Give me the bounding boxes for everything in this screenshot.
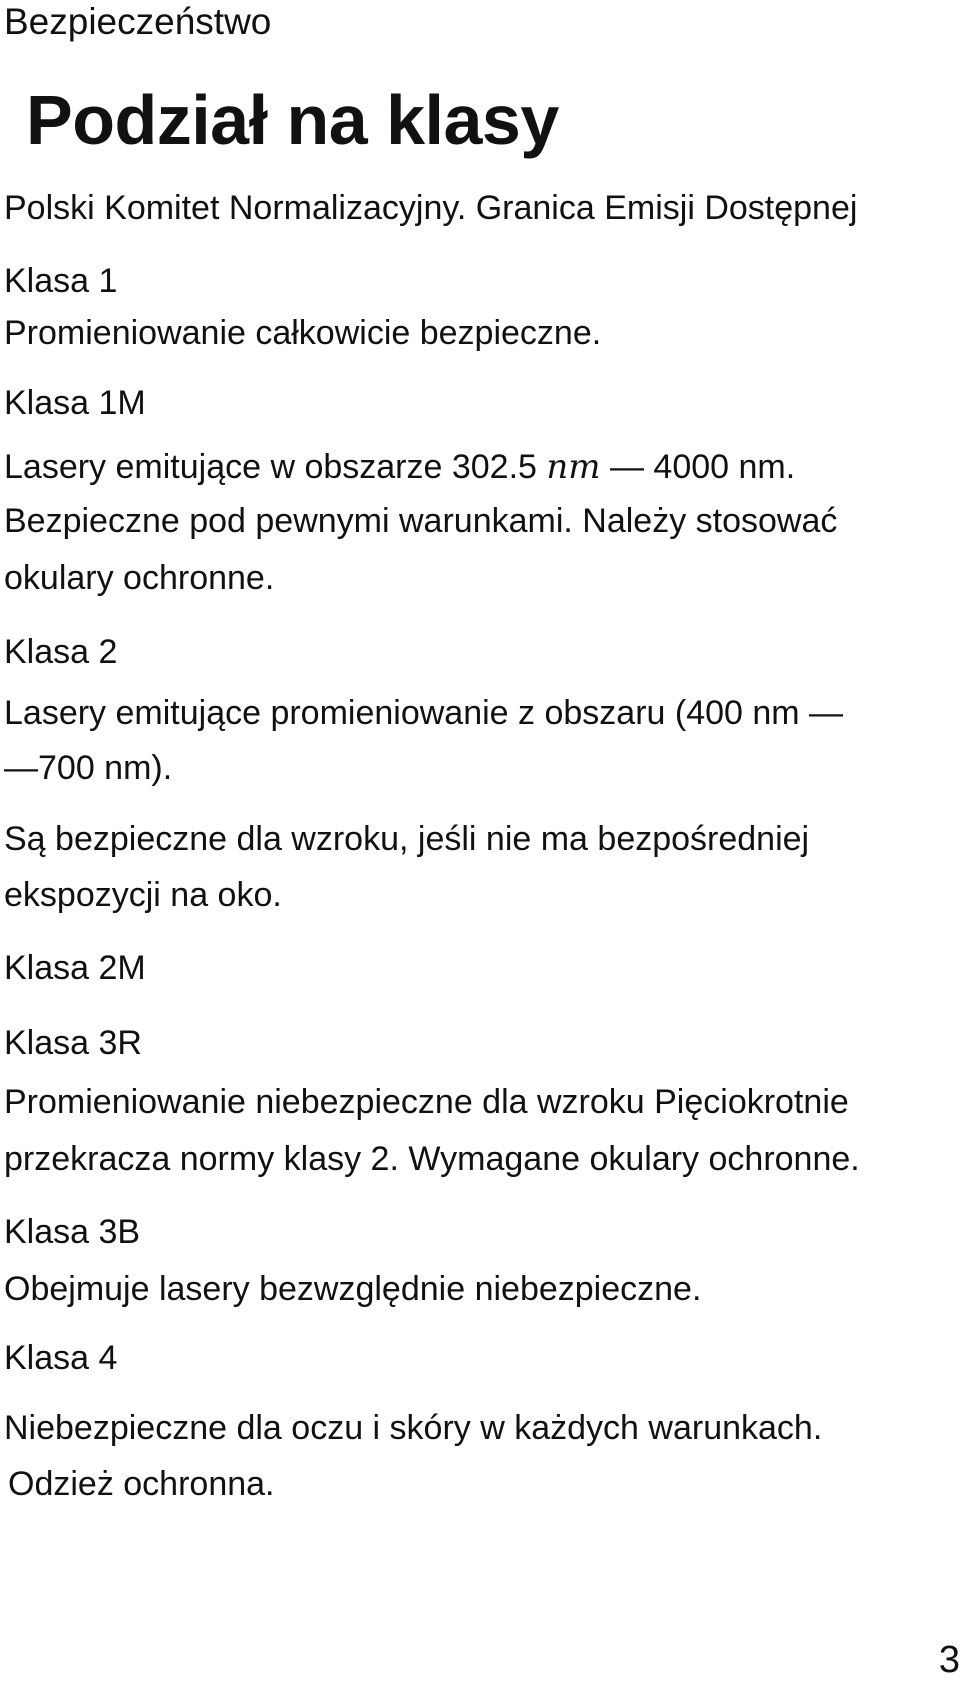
intro-text: Polski Komitet Normalizacyjny. Granica Emisji Dostępnej — [4, 189, 858, 227]
class-2-heading: Klasa 2 — [4, 633, 118, 671]
section-title: Bezpieczeństwo — [4, 1, 272, 42]
class-1m-text-pre: Lasery emitujące w obszarze 302.5 — [4, 448, 547, 486]
class-1-description: Promieniowanie całkowicie bezpieczne. — [4, 314, 602, 352]
class-2-line-2: —700 nm). — [4, 749, 173, 787]
class-3b-line-1: Obejmuje lasery bezwzględnie niebezpieczne. — [4, 1270, 702, 1308]
class-4-line-1: Niebezpieczne dla oczu i skóry w każdych warunkach. — [4, 1409, 823, 1447]
page-title: Podział na klasy — [26, 81, 559, 159]
class-2-line-1: Lasery emitujące promieniowanie z obszaru (400 nm — — [4, 694, 844, 732]
math-unit-nm: nm — [546, 447, 601, 487]
class-1-heading: Klasa 1 — [4, 262, 118, 300]
class-3r-line-2: przekracza normy klasy 2. Wymagane okulary ochronne. — [4, 1140, 860, 1178]
class-1m-line-2: Bezpieczne pod pewnymi warunkami. Należy stosować — [4, 502, 838, 540]
page-number: 3 — [938, 1639, 960, 1681]
class-3b-heading: Klasa 3B — [4, 1213, 141, 1251]
class-2-line-4: ekspozycji na oko. — [4, 876, 282, 914]
class-3r-line-1: Promieniowanie niebezpieczne dla wzroku Pięciokrotnie — [4, 1083, 849, 1121]
class-4-line-2: Odzież ochronna. — [8, 1465, 275, 1503]
class-4-heading: Klasa 4 — [4, 1339, 118, 1377]
class-2m-heading: Klasa 2M — [4, 949, 146, 987]
class-1m-heading: Klasa 1M — [4, 384, 146, 422]
class-2-line-3: Są bezpieczne dla wzroku, jeśli nie ma bezpośredniej — [4, 820, 810, 858]
class-1m-line-3: okulary ochronne. — [4, 559, 275, 597]
class-3r-heading: Klasa 3R — [4, 1024, 142, 1062]
class-1m-line-1 — [4, 447, 795, 487]
class-1m-text-post: — 4000 nm. — [600, 448, 796, 486]
